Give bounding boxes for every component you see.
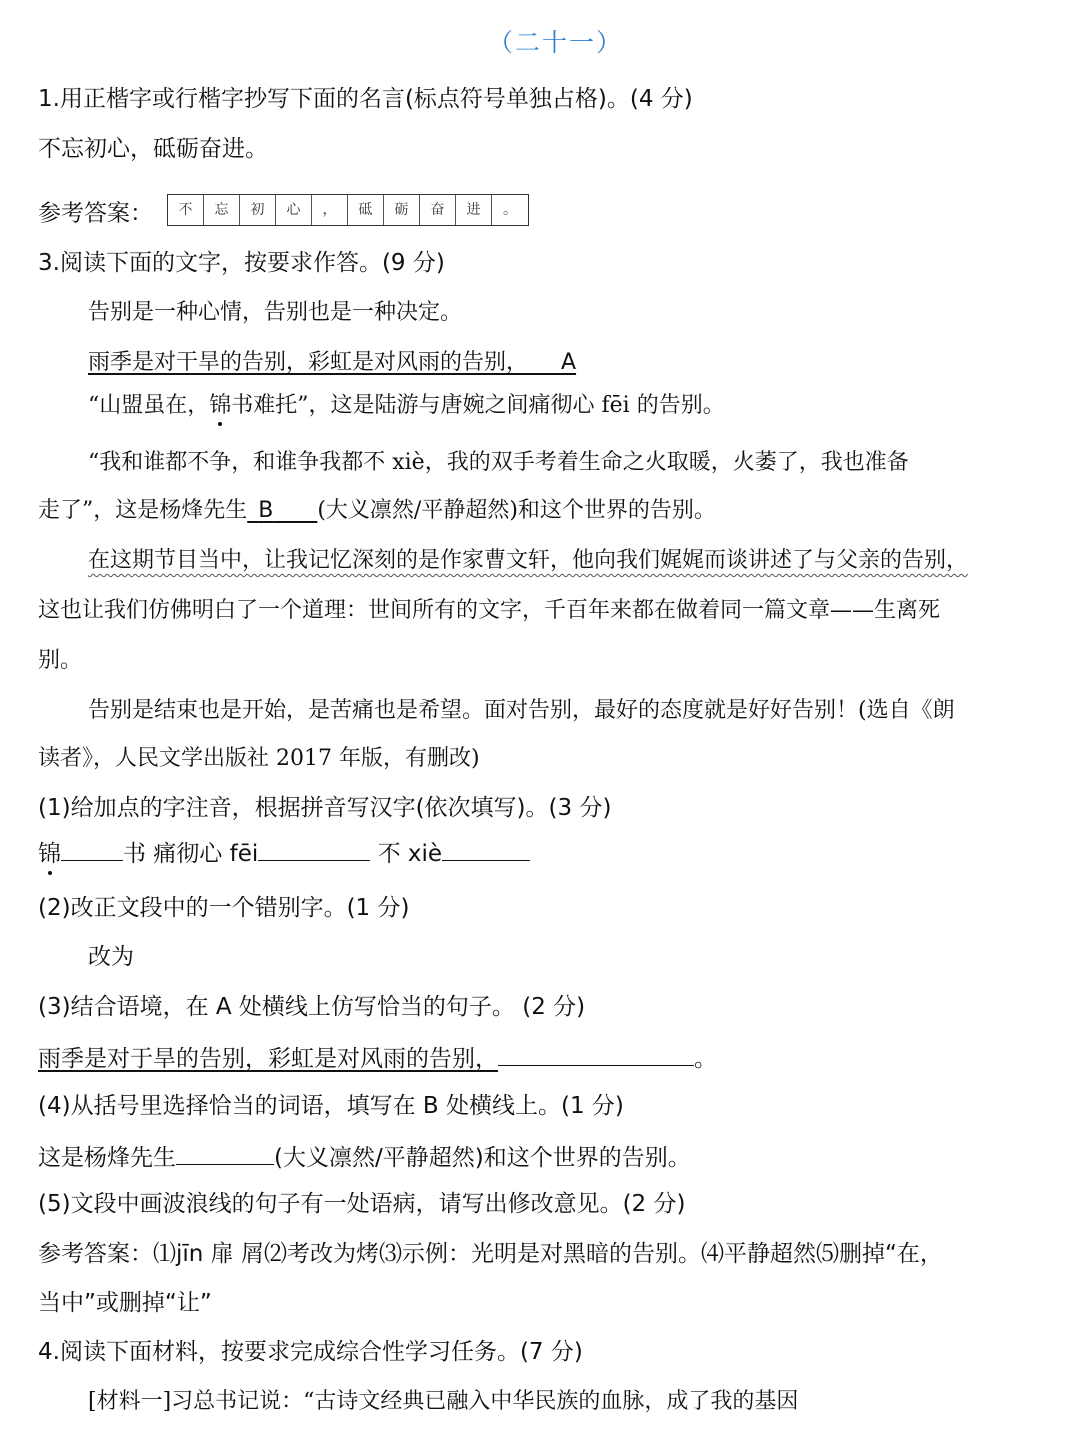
passage-p3-rest: 书难托”，这是陆游与唐婉之间痛彻心 fēi 的告别。 <box>231 393 725 418</box>
sub5-prompt: (5)文段中画波浪线的句子有一处语病，请写出修改意见。(2 分) <box>38 1191 686 1217</box>
passage-p4-line1: “我和谁都不争，和谁争我都不 xiè，我的双手考着生命之火取暖，火萎了，我也准备 <box>88 450 909 475</box>
sub2-prompt: (2)改正文段中的一个错别字。(1 分) <box>38 895 410 921</box>
answer-grid-cell: 初 <box>240 195 276 225</box>
dotted-char: 锦 <box>209 393 232 418</box>
passage-p5-line1 <box>88 550 968 572</box>
page-title: （二十一） <box>488 28 624 57</box>
passage-p5-line2: 这也让我们仿佛明白了一个道理：世间所有的文字，千百年来都在做着同一篇文章——生离死 <box>38 598 941 623</box>
q1-answer-label: 参考答案： <box>38 200 153 227</box>
passage-p4-b: (大义凛然/平静超然)和这个世界的告别。 <box>317 498 716 523</box>
sub1-line <box>38 840 530 866</box>
answer-grid-cell: 。 <box>503 202 517 218</box>
passage-p3-open: “山盟虽在， <box>88 393 210 418</box>
blank-a-marker: A <box>561 350 577 375</box>
sub3-sentence: 雨季是对于旱的告别，彩虹是对风雨的告别， <box>38 1046 498 1072</box>
sub1-part-a: 书 痛彻心 fēi <box>123 841 259 867</box>
passage-p2 <box>88 352 576 374</box>
q4-prompt: 4.阅读下面材料，按要求完成综合性学习任务。(7 分) <box>38 1339 583 1365</box>
passage-p3 <box>88 395 725 417</box>
passage-p6-line2: 读者》，人民文学出版社 2017 年版，有删改) <box>38 746 480 771</box>
passage-p2-text: 雨季是对干旱的告别，彩虹是对风雨的告别， <box>88 350 529 375</box>
q3-prompt: 3.阅读下面的文字，按要求作答。(9 分) <box>38 250 445 276</box>
sub1-dotted-char: 锦 <box>38 841 61 867</box>
sub4-prompt: (4)从括号里选择恰当的词语，填写在 B 处横线上。(1 分) <box>38 1093 624 1119</box>
answer-line2: 当中”或删掉“让” <box>38 1290 212 1316</box>
answer-grid-cell: 忘 <box>204 195 240 225</box>
blank-b-marker: B <box>258 498 274 523</box>
sub1-prompt: (1)给加点的字注音，根据拼音写汉字(依次填写)。(3 分) <box>38 795 612 821</box>
answer-grid-cell: 心 <box>276 195 312 225</box>
sub3-end: 。 <box>694 1046 717 1072</box>
sub4-b: (大义凛然/平静超然)和这个世界的告别。 <box>274 1145 691 1171</box>
sub4-line <box>38 1144 691 1170</box>
answer-line1: 参考答案：⑴jīn 扉 屑⑵考改为烤⑶示例：光明是对黑暗的告别。⑷平静超然⑸删掉“在， <box>38 1241 943 1267</box>
blank-1 <box>61 840 123 861</box>
blank-a <box>528 350 576 375</box>
sub4-a: 这是杨烽先生 <box>38 1145 176 1171</box>
sub1-part-b: 不 xiè <box>377 841 443 867</box>
answer-grid-cell: 不 <box>168 195 204 225</box>
passage-p6-line1: 告别是结束也是开始，是苦痛也是希望。面对告别，最好的态度就是好好告别！(选自《朗 <box>88 698 955 723</box>
q1-prompt: 1.用正楷字或行楷字抄写下面的名言(标点符号单独占格)。(4 分) <box>38 86 693 112</box>
q1-answer <box>38 198 529 230</box>
wavy-sentence: 在这期节目当中，让我记忆深刻的是作家曹文轩，他向我们娓娓而谈讲述了与父亲的告别， <box>88 548 969 573</box>
blank-b <box>247 498 317 523</box>
answer-grid-cell: 奋 <box>420 195 456 225</box>
q1-quote: 不忘初心，砥砺奋进。 <box>38 136 268 162</box>
answer-grid-cell: 砺 <box>384 195 420 225</box>
sub3-line <box>38 1045 717 1071</box>
q4-material1: [材料一]习总书记说：“古诗文经典已融入中华民族的血脉，成了我的基因 <box>88 1389 799 1414</box>
passage-p4-a: 走了”，这是杨烽先生 <box>38 498 248 523</box>
answer-grid-cell: 砥 <box>348 195 384 225</box>
blank-sub4 <box>176 1144 274 1165</box>
blank-sub3 <box>498 1045 694 1066</box>
blank-2 <box>258 840 370 861</box>
passage-p4-line2 <box>38 500 716 522</box>
passage-p1: 告别是一种心情，告别也是一种决定。 <box>88 300 463 325</box>
sub2-change-to: 改为 <box>88 944 134 970</box>
answer-grid-cell: 进 <box>456 195 492 225</box>
sub3-prompt: (3)结合语境，在 A 处横线上仿写恰当的句子。 (2 分) <box>38 994 586 1020</box>
answer-grid-cell: ， <box>312 195 348 225</box>
answer-grid <box>167 194 529 226</box>
passage-p5-line3: 别。 <box>38 648 83 673</box>
blank-3 <box>442 840 530 861</box>
